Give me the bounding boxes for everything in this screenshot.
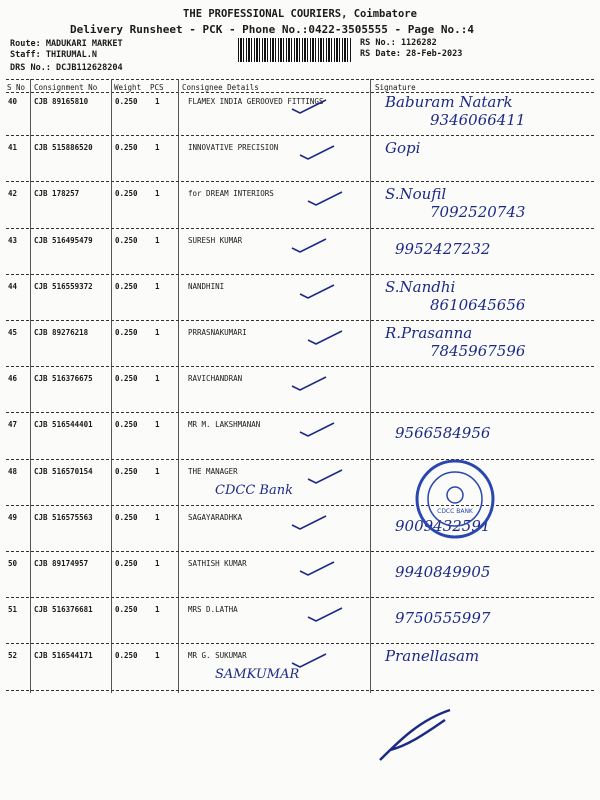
delivery-tick-mark [290, 513, 330, 533]
row-weight: 0.250 [115, 512, 138, 522]
row-consignment: CJB 89174957 [34, 559, 89, 568]
row-consignment: CJB 516376675 [34, 374, 93, 384]
table-top-rule [6, 79, 594, 80]
col-header-weight: Weight [114, 83, 142, 92]
col-header-consignment: Consignment No [34, 83, 98, 92]
rs-date: RS Date: 28-Feb-2023 [360, 49, 463, 59]
row-consignment: CJB 89276218 [34, 328, 89, 337]
handwritten-note: CDCC Bank [215, 482, 293, 498]
row-sno: 52 [8, 651, 18, 661]
row-divider [6, 181, 594, 182]
row-weight: 0.250 [115, 281, 138, 291]
row-pcs: 1 [155, 143, 160, 153]
row-consignment: CJB 516575563 [34, 512, 93, 522]
row-divider [6, 643, 594, 644]
row-consignee: NANDHINI [188, 281, 225, 291]
row-consignee: INNOVATIVE PRECISION [188, 143, 279, 153]
row-divider [6, 551, 594, 552]
row-consignment: CJB 515886520 [34, 143, 93, 153]
row-sno: 50 [8, 559, 18, 568]
row-consignee: FLAMEX INDIA GEROOVED FITTINGS [188, 97, 324, 106]
row-weight: 0.250 [115, 651, 138, 661]
delivery-tick-mark [298, 143, 338, 163]
company-title: THE PROFESSIONAL COURIERS, Coimbatore [183, 8, 417, 20]
row-weight: 0.250 [115, 143, 138, 153]
row-weight: 0.250 [115, 559, 138, 568]
row-weight: 0.250 [115, 374, 138, 384]
row-sno: 45 [8, 328, 18, 337]
row-pcs: 1 [155, 420, 160, 430]
row-weight: 0.250 [115, 605, 138, 615]
row-pcs: 1 [155, 466, 160, 476]
delivery-tick-mark [298, 559, 338, 579]
row-pcs: 1 [155, 374, 160, 384]
staff-label: Staff: THIRUMAL.N [10, 50, 97, 60]
row-pcs: 1 [155, 281, 160, 291]
row-pcs: 1 [155, 512, 160, 522]
row-pcs: 1 [155, 651, 160, 661]
delivery-tick-mark [298, 420, 338, 440]
row-pcs: 1 [155, 235, 160, 245]
row-consignment: CJB 516376681 [34, 605, 93, 615]
delivery-tick-mark [306, 605, 346, 625]
col-divider [30, 79, 31, 693]
handwritten-note: SAMKUMAR [215, 667, 300, 683]
delivery-tick-mark [290, 651, 330, 671]
row-consignee: PRRASNAKUMARI [188, 328, 247, 337]
row-consignee: SURESH KUMAR [188, 235, 243, 245]
row-sno: 43 [8, 235, 18, 245]
col-header-consignee: Consignee Details [182, 83, 259, 92]
signature-phone: 9346066411 [430, 111, 526, 129]
row-consignment: CJB 516544171 [34, 651, 93, 661]
row-divider [6, 320, 594, 321]
row-divider [6, 274, 594, 275]
row-divider [6, 228, 594, 229]
row-divider [6, 412, 594, 413]
col-header-signature: Signature [375, 83, 416, 92]
row-sno: 48 [8, 466, 18, 476]
row-sno: 42 [8, 189, 18, 199]
row-sno: 41 [8, 143, 18, 153]
row-sno: 51 [8, 605, 18, 615]
delivery-tick-mark [306, 189, 346, 209]
row-divider [6, 505, 594, 506]
col-divider [178, 79, 179, 693]
row-weight: 0.250 [115, 420, 138, 430]
row-pcs: 1 [155, 189, 160, 199]
row-consignment: CJB 516495479 [34, 235, 93, 245]
row-divider [6, 366, 594, 367]
row-weight: 0.250 [115, 328, 138, 337]
signature-phone: 9940849905 [395, 563, 491, 581]
row-sno: 44 [8, 281, 18, 291]
row-weight: 0.250 [115, 97, 138, 106]
row-consignee: for DREAM INTERIORS [188, 189, 274, 199]
row-sno: 40 [8, 97, 18, 106]
row-consignment: CJB 89165810 [34, 97, 89, 106]
row-divider [6, 597, 594, 598]
signature-phone: 7092520743 [430, 203, 526, 222]
row-consignment: CJB 516544401 [34, 420, 93, 430]
row-pcs: 1 [155, 97, 160, 106]
delivery-tick-mark [290, 97, 330, 117]
row-consignment: CJB 516570154 [34, 466, 93, 476]
rs-number: RS No.: 1126282 [360, 38, 437, 48]
delivery-tick-mark [290, 236, 330, 256]
row-sno: 47 [8, 420, 18, 430]
signature-name: R.Prasanna [385, 324, 473, 342]
row-consignment: CJB 516559372 [34, 281, 93, 291]
signature-name: S.Nandhi [385, 277, 456, 296]
signature-name: Baburam Natark [385, 93, 513, 111]
row-consignee: SAGAYARADHKA [188, 512, 243, 522]
row-divider [6, 135, 594, 136]
col-header-pcs: PCS [150, 83, 164, 92]
signature-name: S.Noufil [385, 185, 447, 204]
row-consignment: CJB 178257 [34, 189, 80, 199]
row-divider [6, 690, 594, 691]
barcode [238, 38, 352, 62]
signature-phone: 9952427232 [395, 239, 491, 258]
delivery-tick-mark [306, 467, 346, 487]
signature-phone: 9750555997 [395, 609, 491, 628]
delivery-tick-mark [298, 282, 338, 302]
route-label: Route: MADUKARI MARKET [10, 39, 123, 49]
signature-phone: 9009432591 [395, 516, 491, 535]
signature-phone: 7845967596 [430, 342, 526, 360]
col-divider [370, 79, 371, 693]
row-consignee: THE MANAGER [188, 466, 238, 476]
row-weight: 0.250 [115, 189, 138, 199]
row-weight: 0.250 [115, 235, 138, 245]
col-header-sno: S No [7, 83, 26, 92]
row-sno: 46 [8, 374, 18, 384]
signature-name: Gopi [385, 139, 421, 158]
drs-label: DRS No.: DCJB112628204 [10, 63, 123, 73]
row-weight: 0.250 [115, 466, 138, 476]
delivery-tick-mark [306, 328, 346, 348]
signature-phone: 9566584956 [395, 424, 491, 443]
row-pcs: 1 [155, 559, 160, 568]
row-consignee: MRS D.LATHA [188, 605, 238, 615]
signature-phone: 8610645656 [430, 295, 526, 314]
row-consignee: RAVICHANDRAN [188, 374, 243, 384]
col-divider [111, 79, 112, 693]
pen-scribble [360, 700, 480, 770]
row-sno: 49 [8, 512, 18, 522]
row-consignee: MR G. SUKUMAR [188, 651, 247, 661]
row-divider [6, 459, 594, 460]
bank-stamp [413, 457, 497, 541]
delivery-tick-mark [290, 374, 330, 394]
stamp-label: CDCC BANK [437, 508, 473, 515]
row-pcs: 1 [155, 605, 160, 615]
signature-name: Pranellasam [385, 647, 480, 666]
row-consignee: MR M. LAKSHMANAN [188, 420, 261, 430]
row-pcs: 1 [155, 328, 160, 337]
row-consignee: SATHISH KUMAR [188, 559, 247, 568]
runsheet-subtitle: Delivery Runsheet - PCK - Phone No.:0422-3505555 - Page No.:4 [70, 23, 474, 36]
